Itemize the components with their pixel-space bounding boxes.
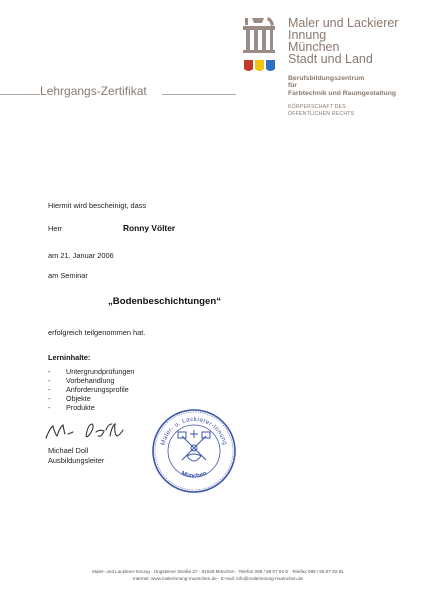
- guild-name-line: Maler und Lackierer: [288, 16, 399, 30]
- intro-text: Hiermit wird bescheinigt, dass: [48, 201, 147, 210]
- training-center-line: Berufsbildungszentrum: [288, 75, 365, 82]
- guild-name-line: Innung: [288, 28, 327, 42]
- corporate-status-line: ÖFFENTLICHEN RECHTS: [288, 110, 355, 117]
- footer-address: Maler- und Lackierer-Innung · Ungsteiner Straße 27 · 81539 München · Telefon 089 / 68 07 82-0 · Telefax 089 / 68 07 82-81: [92, 569, 344, 574]
- corporate-status: [288, 104, 418, 117]
- seminar-date: am 21. Januar 2006: [48, 251, 114, 260]
- salutation: Herr: [48, 224, 63, 233]
- training-center-line: Farbtechnik und Raumgestaltung: [288, 89, 397, 97]
- footer-contact: Internet: www.malerinnung-muenchen.de · E-mail: info@malerinnung-muenchen.de: [132, 576, 304, 581]
- list-item: - Anforderungsprofile: [48, 384, 129, 394]
- guild-name-line: Stadt und Land: [288, 52, 373, 66]
- list-item: - Untergrundprüfungen: [48, 367, 135, 376]
- signer-name: Michael Doll: [48, 446, 89, 455]
- guild-name: [288, 17, 428, 65]
- stamp-bottom-text: München: [180, 469, 208, 480]
- content-heading: Lerninhalte:: [48, 353, 91, 362]
- title-divider: [162, 94, 236, 95]
- content-list: [48, 368, 134, 413]
- guild-name-line: München: [288, 40, 340, 54]
- stamp-ring-text: Maler- u. Lackierer-Innung: [159, 415, 229, 447]
- list-item-label: Objekte: [66, 393, 91, 403]
- completion-text: erfolgreich teilgenommen hat.: [48, 328, 146, 337]
- signer-role: Ausbildungsleiter: [48, 456, 105, 465]
- title-divider: [0, 94, 40, 95]
- training-center-name: [288, 75, 434, 97]
- list-item-label: Produkte: [66, 402, 95, 412]
- footer: [0, 568, 436, 582]
- certificate-title: Lehrgangs-Zertifikat: [40, 84, 147, 98]
- list-item-label: Vorbehandlung: [66, 375, 115, 385]
- recipient-name: Ronny Völter: [123, 223, 176, 233]
- list-item: - Objekte: [48, 393, 91, 403]
- training-center-line: für: [288, 82, 298, 90]
- list-item: - Produkte: [48, 402, 95, 412]
- course-title: „Bodenbeschichtungen“: [108, 296, 221, 307]
- corporate-status-line: KÖRPERSCHAFT DES: [288, 104, 346, 110]
- seminar-intro: am Seminar: [48, 271, 88, 280]
- svg-text:München: [180, 470, 208, 480]
- guild-logo-icon: [240, 16, 280, 78]
- list-item-label: Anforderungsprofile: [66, 384, 129, 394]
- signature-icon: [44, 420, 134, 446]
- list-item: - Vorbehandlung: [48, 375, 115, 385]
- list-item-label: Untergrundprüfungen: [66, 367, 135, 376]
- official-stamp-icon: [151, 408, 237, 494]
